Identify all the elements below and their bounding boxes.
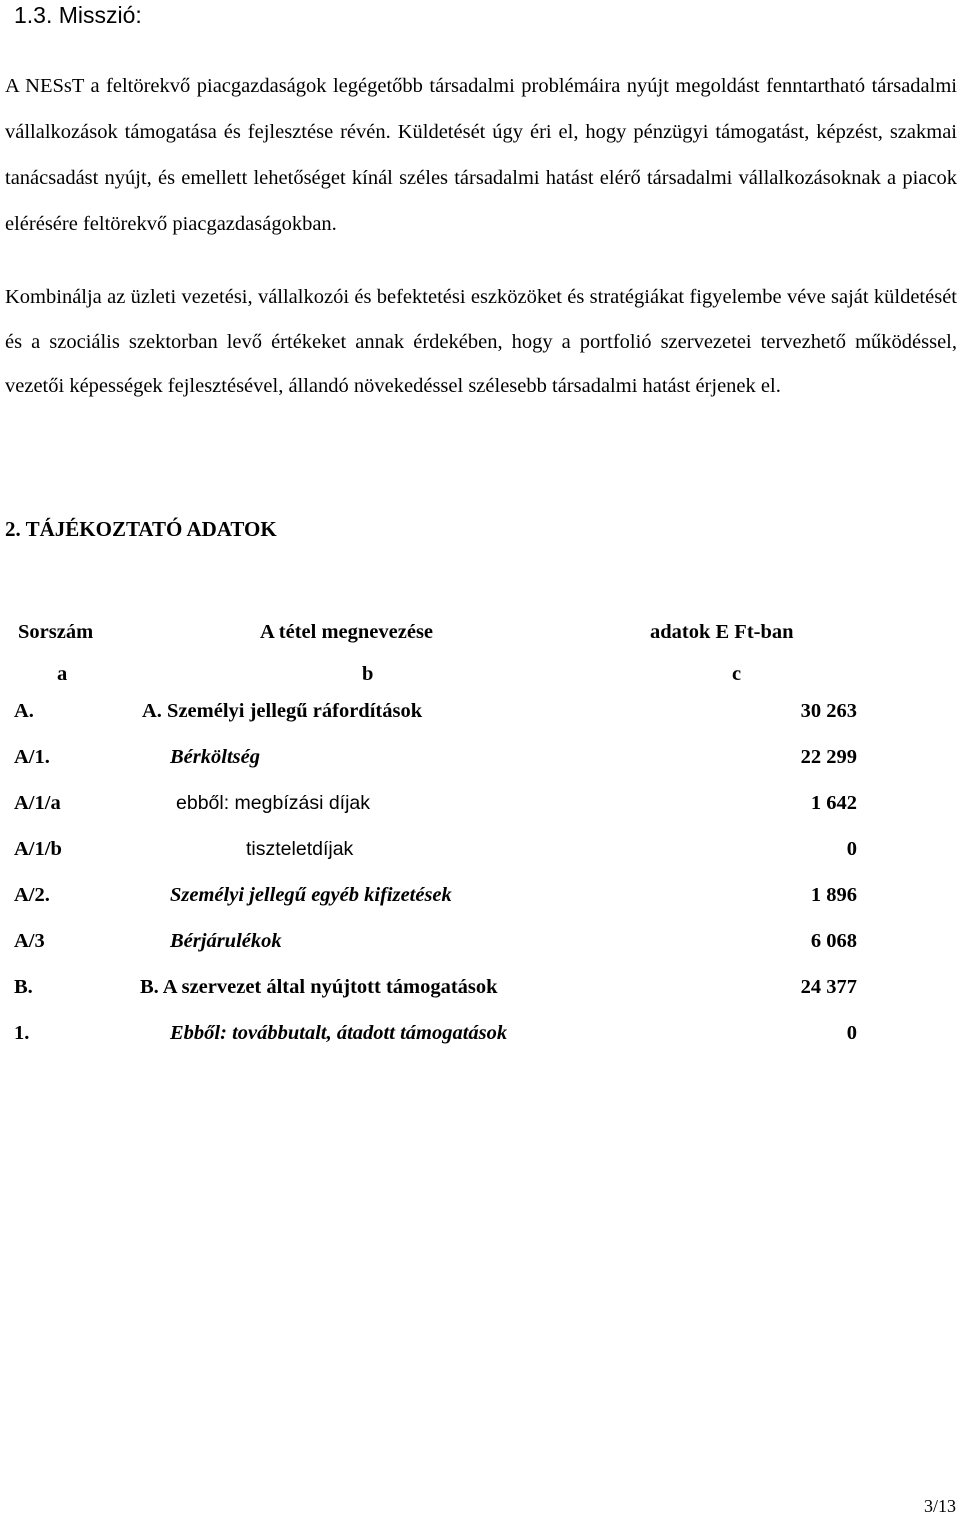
row-label: Bérköltség — [170, 746, 260, 768]
row-num: A/1. — [14, 746, 50, 768]
letter-b: b — [362, 663, 374, 685]
section-2-title: 2. TÁJÉKOZTATÓ ADATOK — [5, 517, 277, 541]
letter-c: c — [732, 663, 742, 685]
mission-paragraph-1: A NESsT a feltörekvő piacgazdaságok legégetőbb társadalmi problémáira nyújt megoldást fenntartható társadalmi vállalkozások támogatása és fejlesztése révén. Küldetését úgy éri el, hogy pénzügyi támogatást, képzést, szakmai tanácsadást nyújt, és emellett lehetőséget kínál széles társadalmi hatást elérő társadalmi vállalkozásoknak a piacok elérésére feltörekvő piacgazdaságokban. — [5, 75, 957, 235]
row-num: B. — [14, 976, 33, 998]
row-value: 30 263 — [800, 700, 857, 722]
row-label: tiszteletdíjak — [246, 838, 354, 860]
row-value: 1 642 — [810, 792, 857, 814]
letter-a: a — [57, 663, 68, 685]
row-num: A/3 — [14, 930, 45, 952]
row-label: B. A szervezet által nyújtott támogatások — [140, 976, 498, 998]
section-heading: 1.3. Misszió: — [14, 2, 142, 28]
row-value: 22 299 — [800, 746, 857, 768]
header-tetel-megnevezese: A tétel megnevezése — [260, 621, 434, 643]
row-value: 6 068 — [810, 930, 857, 952]
header-adatok: adatok E Ft-ban — [650, 621, 794, 643]
row-num: A/1/a — [14, 792, 61, 814]
page-number: 3/13 — [923, 1496, 956, 1516]
row-value: 24 377 — [800, 976, 857, 998]
row-num: A/1/b — [14, 838, 62, 860]
row-value: 0 — [846, 838, 857, 860]
row-value: 0 — [846, 1022, 857, 1044]
row-num: A. — [14, 700, 34, 722]
row-label: Ebből: továbbutalt, átadott támogatások — [170, 1022, 508, 1044]
row-label: Személyi jellegű egyéb kifizetések — [170, 884, 452, 906]
row-num: A/2. — [14, 884, 50, 906]
row-label: ebből: megbízási díjak — [176, 792, 371, 814]
header-sorszam: Sorszám — [18, 621, 94, 643]
mission-paragraph-2: Kombinálja az üzleti vezetési, vállalkozói és befektetési eszközöket és stratégiákat figyelembe véve saját küldetését és a szociális szektorban levő értékeket annak érdekében, hogy a portfolió szervezetei tervezhető működéssel, vezetői képességek fejlesztésével, állandó növekedéssel szélesebb társadalmi hatást érjenek el. — [5, 286, 957, 397]
row-label: Bérjárulékok — [170, 930, 282, 952]
row-value: 1 896 — [810, 884, 857, 906]
row-num: 1. — [14, 1022, 30, 1044]
row-label: A. Személyi jellegű ráfordítások — [142, 700, 423, 722]
